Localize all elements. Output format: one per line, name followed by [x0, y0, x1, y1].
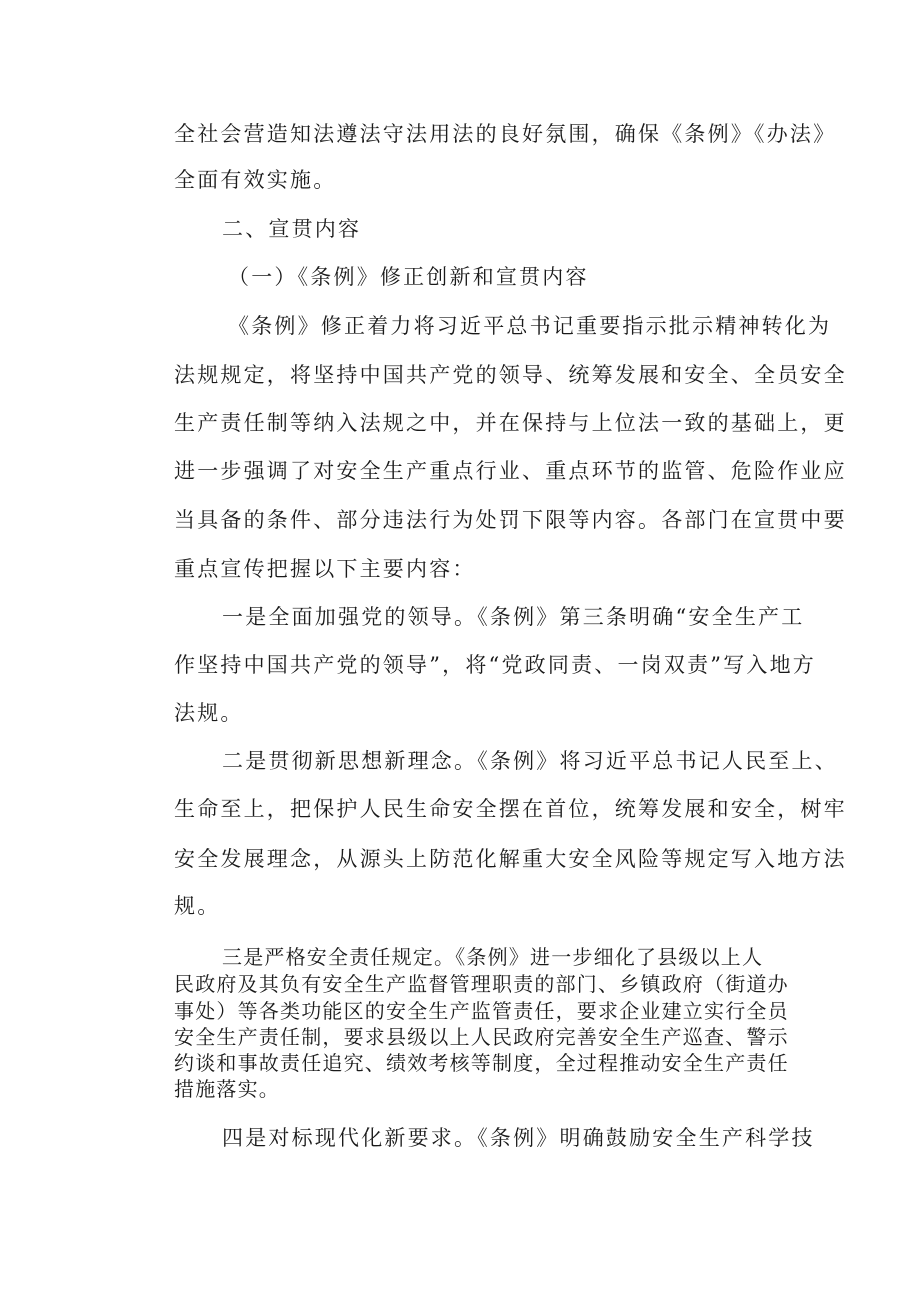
text-line: 《条例》修正着力将习近平总书记重要指示批示精神转化为 — [228, 314, 832, 338]
text-line: 一是全面加强党的领导。《条例》第三条明确“安全生产工 — [222, 605, 805, 629]
text-line: 作坚持中国共产党的领导”，将“党政同责、一岗双责”写入地方 — [174, 653, 817, 677]
text-line: 当具备的条件、部分违法行为处罚下限等内容。各部门在宣贯中要 — [174, 508, 847, 532]
text-line: 事处）等各类功能区的安全生产监管责任，要求企业建立实行全员 — [174, 999, 789, 1023]
text-line: 进一步强调了对安全生产重点行业、重点环节的监管、危险作业应 — [174, 459, 847, 483]
text-line: 生产责任制等纳入法规之中，并在保持与上位法一致的基础上，更 — [174, 411, 847, 435]
text-line: 二是贯彻新思想新理念。《条例》将习近平总书记人民至上、 — [222, 749, 838, 773]
text-line: 规。 — [174, 894, 221, 918]
text-line: 重点宣传把握以下主要内容： — [174, 557, 476, 581]
text-line: 四是对标现代化新要求。《条例》明确鼓励安全生产科学技 — [222, 1126, 815, 1150]
text-line: 三是严格安全责任规定。《条例》进一步细化了县级以上人 — [222, 945, 764, 969]
section-heading: 二、宣贯内容 — [222, 217, 362, 241]
subsection-heading: （一）《条例》修正创新和宣贯内容 — [228, 265, 589, 289]
text-line: 法规。 — [174, 701, 244, 725]
text-line: 法规规定，将坚持中国共产党的领导、统筹发展和安全、全员安全 — [174, 363, 847, 387]
text-line: 约谈和事故责任追究、绩效考核等制度，全过程推动安全生产责任 — [174, 1051, 789, 1075]
text-line: 措施落实。 — [174, 1077, 280, 1101]
text-line: 民政府及其负有安全生产监督管理职责的部门、乡镇政府（街道办 — [174, 972, 789, 996]
text-line: 安全生产责任制，要求县级以上人民政府完善安全生产巡查、警示 — [174, 1025, 789, 1049]
text-line: 全社会营造知法遵法守法用法的良好氛围，确保《条例》《办法》 — [174, 122, 837, 146]
text-line: 全面有效实施。 — [174, 168, 337, 192]
text-line: 生命至上，把保护人民生命安全摆在首位，统筹发展和安全，树牢 — [174, 797, 847, 821]
text-line: 安全发展理念，从源头上防范化解重大安全风险等规定写入地方法 — [174, 847, 847, 871]
